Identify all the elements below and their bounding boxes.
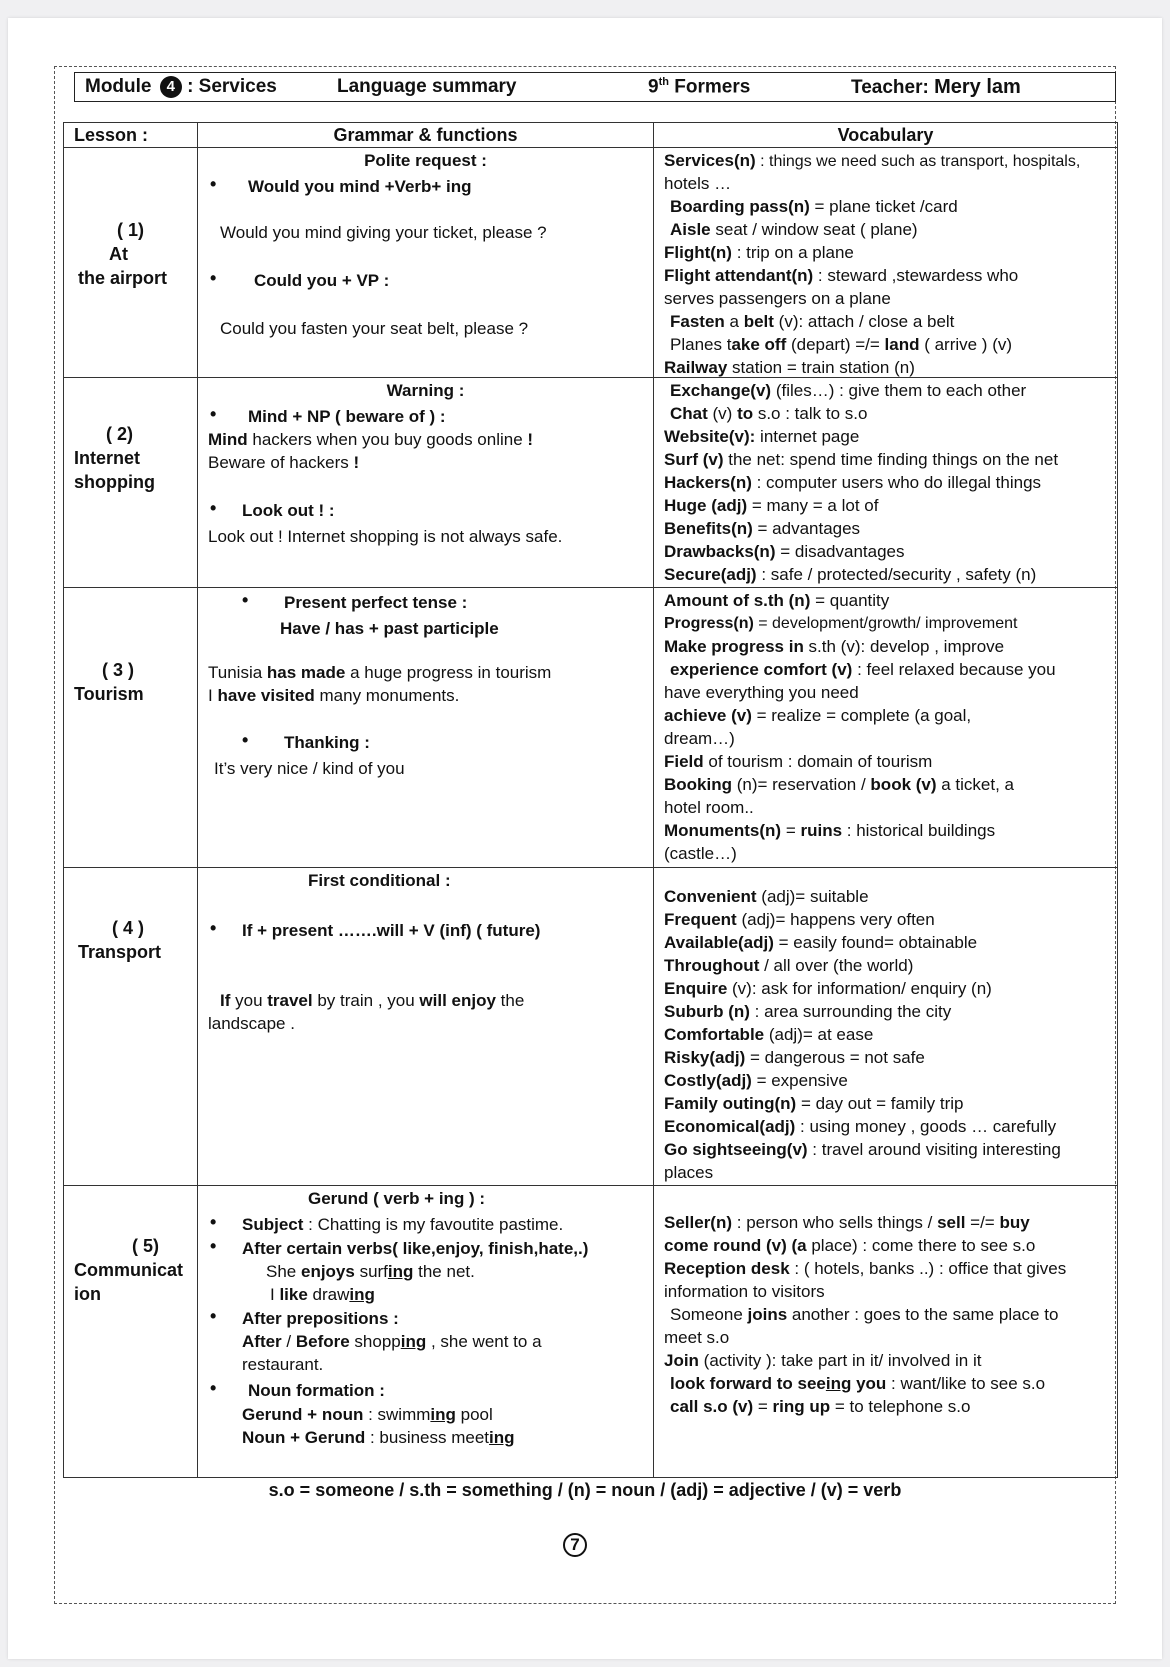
abbreviation-legend: s.o = someone / s.th = something / (n) = noun / (adj) = adjective / (v) = verb [268, 1480, 902, 1500]
vocab-cell: Convenient (adj)= suitable Frequent (adj)= happens very often Available(adj) = easily found= obtainable Throughout / all over (the world) Enquire (v): ask for information/ enquiry (n) Suburb (n) : area surrounding the city Comfortable (adj)= at ease Risky(adj) = dangerous = not safe Costly(adj) = expensive Family outing(n) = day out = family trip Economical(adj) : using money , goods … carefully Go sightseeing(v) : travel around visiting interesting places [654, 868, 1118, 1186]
grammar-cell: Gerund ( verb + ing ) : • Subject : Chatting is my favoutite pastime. • After certain verbs( like,enjoy, finish,hate,.) She enjoys surfing the net. I like drawing • After prepositions : After / Before shopping , she went to a restaurant. • Noun formation : Gerund + noun : swimming pool Noun + Gerund : business meeting [198, 1186, 654, 1478]
vocab-cell: Seller(n) : person who sells things / sell =/= buy come round (v) (a place) : come there to see s.o Reception desk : ( hotels, banks ..) : office that gives information to visitors Someone joins another : goes to the same place to meet s.o Join (activity ): take part in it/ involved in it look forward to seeing you : want/like to see s.o call s.o (v) = ring up = to telephone s.o [654, 1186, 1118, 1478]
vocab-cell: Services(n) : things we need such as transport, hospitals, hotels … Boarding pass(n) = plane ticket /card Aisle seat / window seat ( plane) Flight(n) : trip on a plane Flight attendant(n) : steward ,stewardess who serves passengers on a plane Fasten a belt (v): attach / close a belt Planes take off (depart) =/= land ( arrive ) (v) Railway station = train station (n) [654, 148, 1118, 378]
lesson-row-5 [64, 1186, 1118, 1478]
grammar-cell: Polite request : • Would you mind +Verb+ ing Would you mind giving your ticket, please ? • Could you + VP : Could you fasten your seat belt, please ? [198, 148, 654, 378]
lesson-cell: ( 3 ) Tourism [64, 588, 198, 868]
grammar-cell: • Present perfect tense : Have / has + past participle Tunisia has made a huge progress in tourism I have visited many monuments. • Thanking : It’s very nice / kind of you [198, 588, 654, 868]
page-number: 7 [563, 1533, 587, 1557]
summary-table [63, 122, 1118, 1478]
lesson-row-3 [64, 588, 1118, 868]
lesson-cell: ( 4 ) Transport [64, 868, 198, 1186]
lesson-row-1 [64, 148, 1118, 378]
col-lesson: Lesson : [64, 123, 198, 148]
module-number-badge: 4 [160, 76, 182, 98]
vocab-cell: Amount of s.th (n) = quantity Progress(n) = development/growth/ improvement Make progress in s.th (v): develop , improve experience comfort (v) : feel relaxed because you have everything you need achieve (v) = realize = complete (a goal, dream…) Field of tourism : domain of tourism Booking (n)= reservation / book (v) a ticket, a hotel room.. Monuments(n) = ruins : historical buildings (castle…) [654, 588, 1118, 868]
lesson-cell: ( 5) Communicat ion [64, 1186, 198, 1478]
module-title: Module 4 : Services [85, 76, 277, 97]
summary-title: Language summary [337, 76, 517, 97]
header-bar [74, 72, 1116, 102]
grammar-cell: First conditional : • If + present …….will + V (inf) ( future) If you travel by train , you will enjoy the landscape . [198, 868, 654, 1186]
lesson-row-2 [64, 378, 1118, 588]
grammar-cell: Warning : • Mind + NP ( beware of ) : Mind hackers when you buy goods online ! Beware of hackers ! • Look out ! : Look out ! Internet shopping is not always safe. [198, 378, 654, 588]
lesson-cell: ( 1) At the airport [64, 148, 198, 378]
grade-label: 9th Formers [648, 76, 751, 98]
lesson-row-4 [64, 868, 1118, 1186]
col-grammar: Grammar & functions [198, 123, 654, 148]
lesson-cell: ( 2) Internet shopping [64, 378, 198, 588]
teacher-label: Teacher: Mery lam [851, 76, 1021, 98]
vocab-cell: Exchange(v) (files…) : give them to each other Chat (v) to s.o : talk to s.o Website(v): internet page Surf (v) the net: spend time finding things on the net Hackers(n) : computer users who do illegal things Huge (adj) = many = a lot of Benefits(n) = advantages Drawbacks(n) = disadvantages Secure(adj) : safe / protected/security , safety (n) [654, 378, 1118, 588]
col-vocab: Vocabulary [654, 123, 1118, 148]
table-header-row [64, 123, 1118, 148]
